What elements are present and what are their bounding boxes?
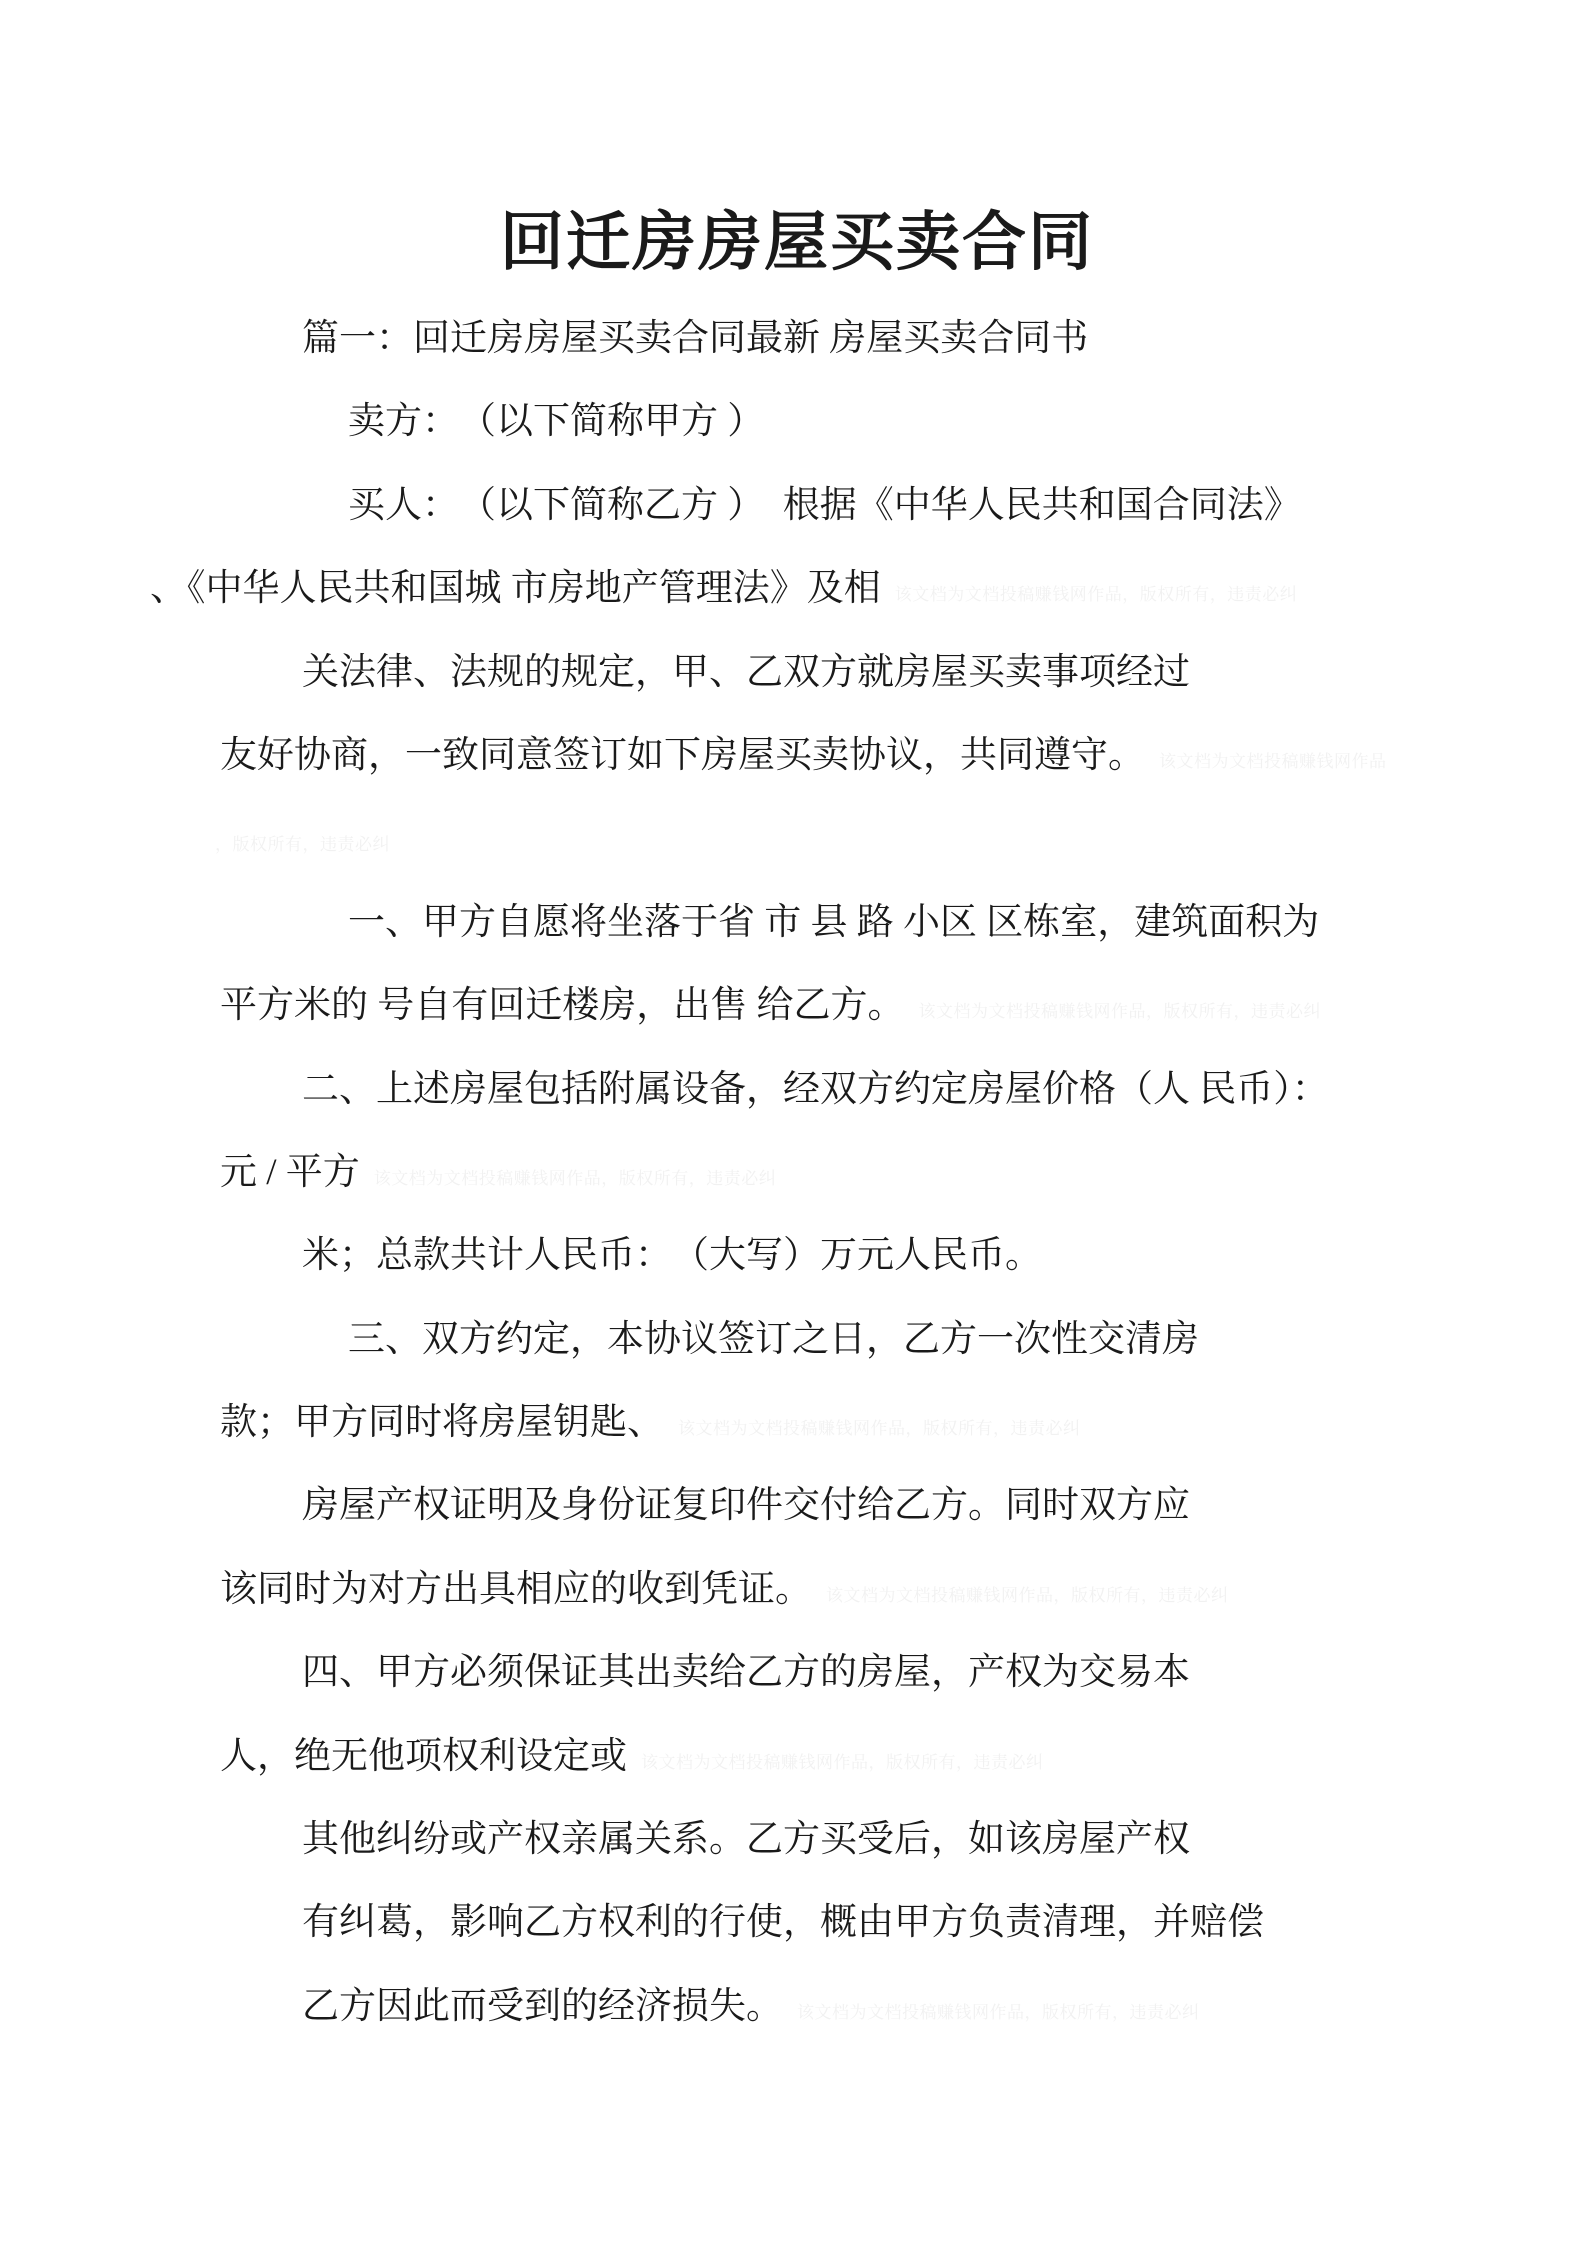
watermark-text: 该文档为文档投稿赚钱网作品，版权所有，违责必纠 [826, 1585, 1229, 1605]
watermark-text: 该文档为文档投稿赚钱网作品 [1159, 751, 1387, 771]
text-line [220, 1298, 1444, 1381]
line-text: 米；总款共计人民币： （大写）万元人民币。 [302, 1235, 1042, 1277]
line-text: 一、甲方自愿将坐落于省 市 县 路 小区 区栋室，建筑面积为 [348, 901, 1320, 943]
text-line [220, 881, 1444, 964]
text-line [220, 1131, 1444, 1214]
text-line [220, 1214, 1444, 1297]
line-text: 人，绝无他项权利设定或 [220, 1735, 627, 1777]
line-text: 友好协商，一致同意签订如下房屋买卖协议，共同遵守。 [220, 734, 1145, 776]
text-line [215, 797, 1444, 880]
line-text: 买人： （以下简称乙方 ） 根据《中华人民共和国合同法》 [348, 484, 1301, 526]
document-body [150, 297, 1444, 2048]
line-text: 关法律、法规的规定，甲、乙双方就房屋买卖事项经过 [302, 651, 1190, 693]
text-line [220, 380, 1444, 463]
watermark-text: 该文档为文档投稿赚钱网作品，版权所有，违责必纠 [678, 1419, 1081, 1439]
text-line [220, 464, 1444, 547]
line-text: 卖方： （以下简称甲方 ） [348, 401, 765, 443]
line-text: 二、上述房屋包括附属设备，经双方约定房屋价格（人 民币）： [302, 1068, 1329, 1110]
watermark-text: 该文档为文档投稿赚钱网作品，版权所有，违责必纠 [641, 1752, 1044, 1772]
text-line [220, 631, 1444, 714]
text-line [220, 964, 1444, 1047]
line-text: 篇一：回迁房房屋买卖合同最新 房屋买卖合同书 [302, 318, 1089, 359]
watermark-text: 该文档为文档投稿赚钱网作品，版权所有，违责必纠 [797, 2002, 1200, 2022]
line-text: 四、甲方必须保证其出卖给乙方的房屋，产权为交易本 [302, 1652, 1190, 1694]
document-title: 回迁房房屋买卖合同 [500, 206, 1094, 278]
line-text: 款；甲方同时将房屋钥匙、 [220, 1402, 664, 1444]
line-text: 其他纠纷或产权亲属关系。乙方买受后，如该房屋产权 [302, 1819, 1190, 1861]
text-line [220, 1965, 1444, 2048]
text-line [220, 1548, 1444, 1631]
text-line [220, 1464, 1444, 1547]
text-line [220, 1881, 1444, 1964]
text-line [220, 1381, 1444, 1464]
text-line [220, 1715, 1444, 1798]
line-text: 三、双方约定，本协议签订之日，乙方一次性交清房 [348, 1318, 1199, 1360]
text-line [220, 1798, 1444, 1881]
line-text: 有纠葛，影响乙方权利的行使，概由甲方负责清理，并赔偿 [302, 1902, 1264, 1944]
line-text: 元 / 平方 [220, 1151, 360, 1193]
watermark-text: ，版权所有，违责必纠 [215, 835, 390, 855]
text-line [220, 297, 1444, 380]
line-text: 该同时为对方出具相应的收到凭证。 [220, 1568, 812, 1610]
line-text: 乙方因此而受到的经济损失。 [302, 1985, 783, 2027]
text-line [150, 547, 1444, 630]
line-text: 、《中华人民共和国城 市房地产管理法》及相 [150, 568, 881, 610]
text-line [220, 714, 1444, 797]
text-line [220, 1048, 1444, 1131]
watermark-text: 该文档为文档投稿赚钱网作品，版权所有，违责必纠 [918, 1002, 1321, 1022]
line-text: 平方米的 号自有回迁楼房，出售 给乙方。 [220, 985, 905, 1027]
watermark-text: 该文档为文档投稿赚钱网作品，版权所有，违责必纠 [373, 1168, 777, 1188]
watermark-text: 该文档为文档投稿赚钱网作品，版权所有，违责必纠 [894, 585, 1298, 605]
text-line [220, 1631, 1444, 1714]
line-text: 房屋产权证明及身份证复印件交付给乙方。同时双方应 [302, 1485, 1190, 1527]
